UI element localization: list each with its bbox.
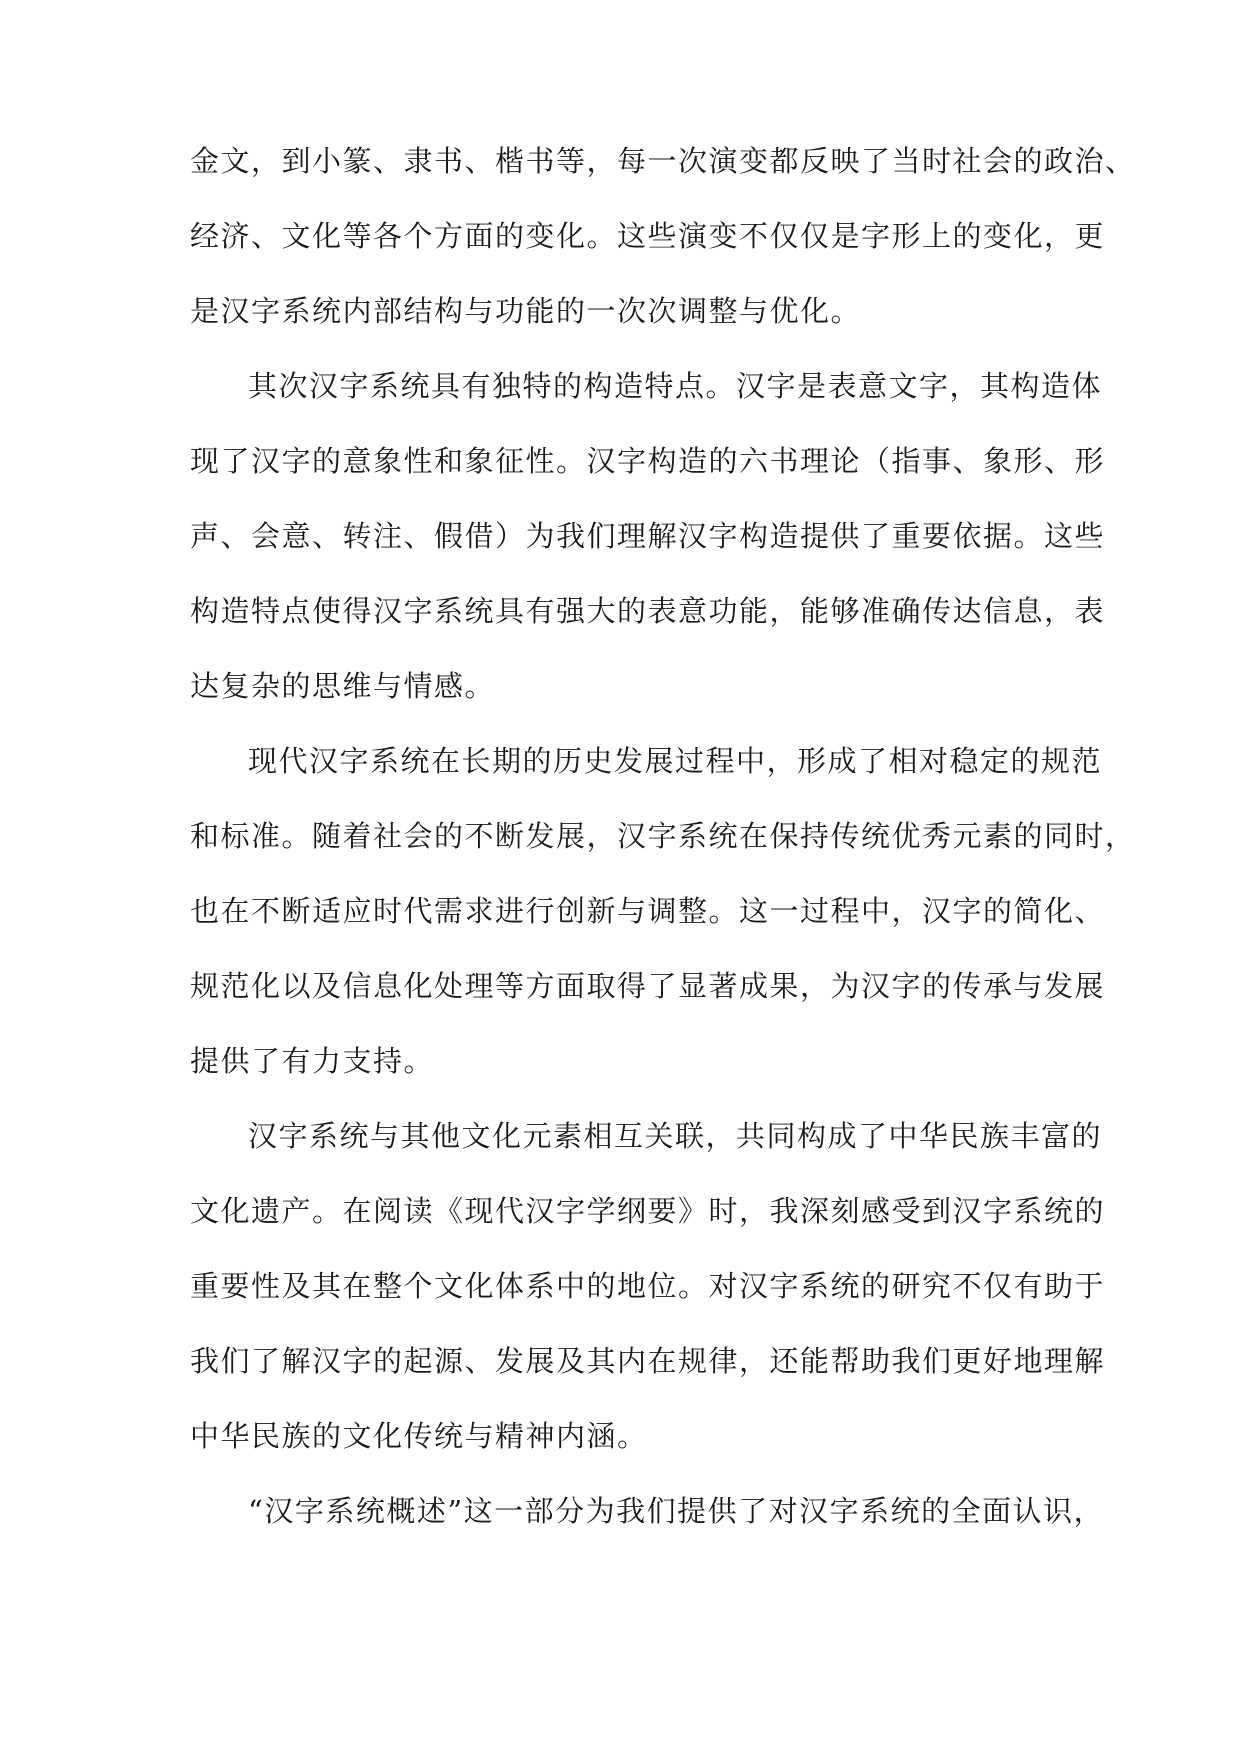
text-line-10: 和标准。随着社会的不断发展，汉字系统在保持传统优秀元素的同时， [190, 819, 1136, 853]
text-line-17: 我们了解汉字的起源、发展及其内在规律，还能帮助我们更好地理解 [190, 1344, 1106, 1378]
text-line-18: 中华民族的文化传统与精神内涵。 [190, 1419, 648, 1453]
text-line-3: 是汉字系统内部结构与功能的一次次调整与优化。 [190, 294, 862, 328]
text-line-8: 达复杂的思维与情感。 [190, 669, 496, 703]
text-line-16: 重要性及其在整个文化体系中的地位。对汉字系统的研究不仅有助于 [190, 1269, 1106, 1303]
text-line-9: 现代汉字系统在长期的历史发展过程中，形成了相对稳定的规范 [248, 744, 1103, 778]
text-line-19: “汉字系统概述”这一部分为我们提供了对汉字系统的全面认识， [248, 1494, 1105, 1528]
text-line-13: 提供了有力支持。 [190, 1044, 435, 1078]
text-line-14: 汉字系统与其他文化元素相互关联，共同构成了中华民族丰富的 [248, 1119, 1103, 1153]
text-line-2: 经济、文化等各个方面的变化。这些演变不仅仅是字形上的变化，更 [190, 219, 1106, 253]
text-line-11: 也在不断适应时代需求进行创新与调整。这一过程中，汉字的简化、 [190, 894, 1106, 928]
text-line-1: 金文，到小篆、隶书、楷书等，每一次演变都反映了当时社会的政治、 [190, 144, 1136, 178]
text-line-15: 文化遗产。在阅读《现代汉字学纲要》时，我深刻感受到汉字系统的 [190, 1194, 1106, 1228]
text-line-6: 声、会意、转注、假借）为我们理解汉字构造提供了重要依据。这些 [190, 519, 1106, 553]
body-text [190, 139, 1136, 1564]
text-line-12: 规范化以及信息化处理等方面取得了显著成果，为汉字的传承与发展 [190, 969, 1106, 1003]
text-line-5: 现了汉字的意象性和象征性。汉字构造的六书理论（指事、象形、形 [190, 444, 1106, 478]
text-line-7: 构造特点使得汉字系统具有强大的表意功能，能够准确传达信息，表 [190, 594, 1106, 628]
text-line-4: 其次汉字系统具有独特的构造特点。汉字是表意文字，其构造体 [248, 369, 1103, 403]
